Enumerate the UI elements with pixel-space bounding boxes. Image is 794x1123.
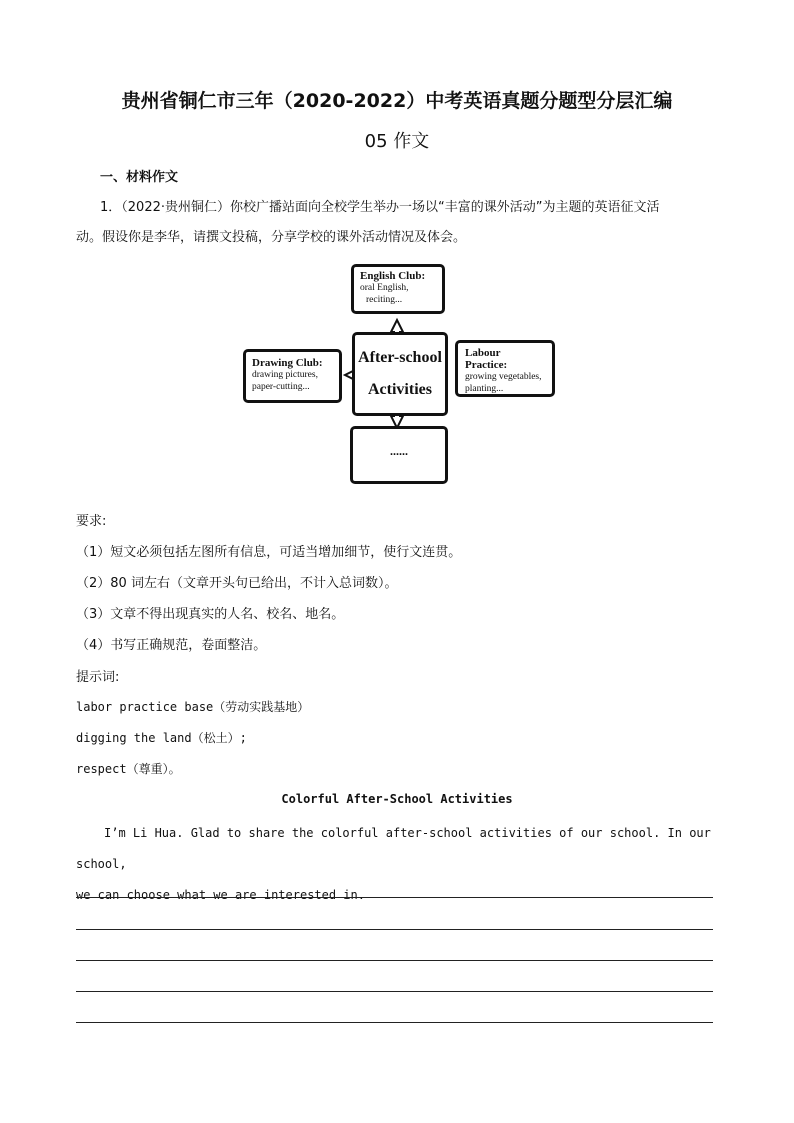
question-line-1: 1．（2022·贵州铜仁）你校广播站面向全校学生举办一场以“丰富的课外活动”为主题的英语征文活: [100, 200, 660, 215]
requirement-item: （3）文章不得出现真实的人名、校名、地名。: [76, 607, 345, 622]
drawing-club-box: [243, 349, 342, 403]
essay-opening-line-2: we can choose what we are interested in.: [76, 888, 365, 902]
hint-item: digging the land（松土）;: [76, 731, 247, 745]
requirement-item: （4）书写正确规范，卷面整洁。: [76, 638, 267, 653]
answer-line[interactable]: [76, 960, 713, 961]
drawing-club-item-1: drawing pictures,: [252, 370, 318, 380]
answer-line[interactable]: [76, 897, 713, 898]
center-label-line-1: After-school: [358, 349, 442, 366]
answer-line[interactable]: [76, 1022, 713, 1023]
english-club-item-1: oral English,: [360, 283, 409, 293]
labour-practice-item-1: growing vegetables,: [465, 372, 542, 382]
hint-item: labor practice base（劳动实践基地）: [76, 700, 310, 714]
essay-title: Colorful After-School Activities: [281, 792, 513, 806]
page-title: 贵州省铜仁市三年（2020-2022）中考英语真题分题型分层汇编: [121, 90, 673, 112]
drawing-club-title: Drawing Club:: [252, 357, 323, 369]
activities-diagram: [238, 258, 558, 490]
answer-line[interactable]: [76, 991, 713, 992]
labour-practice-item-2: planting...: [465, 384, 504, 394]
hints-label: 提示词:: [76, 670, 120, 685]
english-club-item-2: reciting...: [366, 295, 403, 305]
requirement-item: （2）80 词左右（文章开头句已给出，不计入总词数）。: [76, 576, 398, 591]
center-label-line-2: Activities: [368, 381, 432, 398]
essay-opening-line-1: I’m Li Hua. Glad to share the colorful after-school activities of our school. In our school,: [76, 826, 711, 871]
requirement-item: （1）短文必须包括左图所有信息，可适当增加细节，使行文连贯。: [76, 545, 462, 560]
drawing-club-item-2: paper-cutting...: [252, 382, 310, 392]
answer-line[interactable]: [76, 929, 713, 930]
after-school-activities-box: [352, 332, 448, 416]
requirements-label: 要求:: [76, 514, 107, 529]
question-line-2: 动。假设你是李华，请撰文投稿，分享学校的课外活动情况及体会。: [76, 230, 467, 245]
section-heading: 一、材料作文: [100, 170, 179, 185]
labour-practice-box: [455, 340, 555, 397]
english-club-title: English Club:: [360, 270, 426, 282]
more-activities-box: [350, 426, 448, 484]
page-subtitle: 05 作文: [364, 131, 430, 152]
english-club-box: [351, 264, 445, 314]
hint-item: respect（尊重）。: [76, 762, 181, 776]
labour-practice-title: Labour Practice:: [465, 347, 508, 371]
more-activities-placeholder: ......: [390, 444, 408, 458]
question-text: [76, 193, 724, 253]
